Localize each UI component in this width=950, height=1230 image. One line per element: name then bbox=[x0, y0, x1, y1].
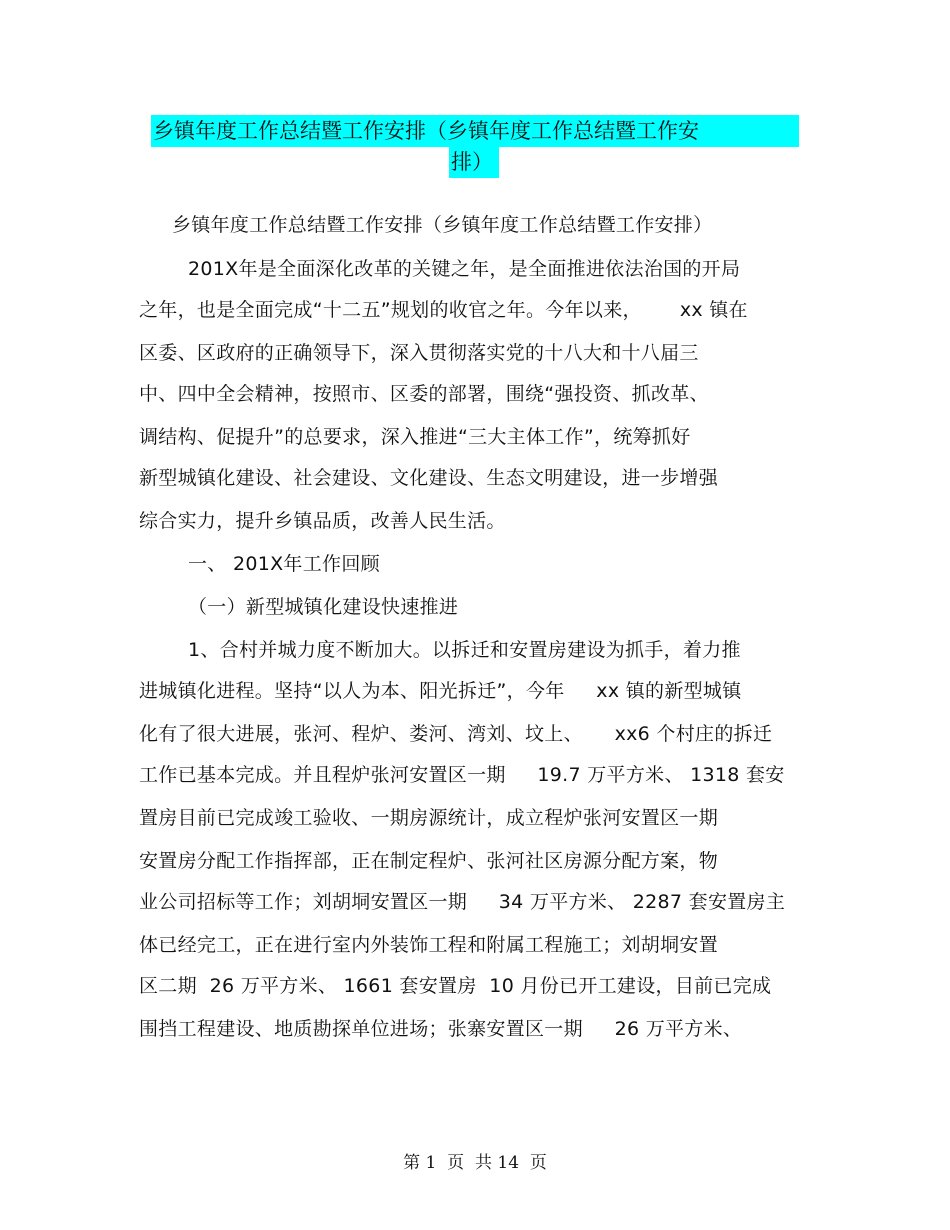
paragraph-line: 安置房分配工作指挥部，正在制定程炉、张河社区房源分配方案，物 bbox=[139, 850, 719, 872]
document-title-line-1: 乡镇年度工作总结暨工作安排（乡镇年度工作总结暨工作安 bbox=[151, 115, 799, 147]
section-heading: 一、 201X年工作回顾 bbox=[188, 553, 380, 575]
paragraph-line: 置房目前已完成竣工验收、一期房源统计，成立程炉张河安置区一期 bbox=[139, 807, 719, 829]
paragraph-line: 体已经完工，正在进行室内外装饰工程和附属工程施工；刘胡垌安置 bbox=[139, 934, 719, 956]
paragraph-line: 调结构、促提升”的总要求，深入推进“三大主体工作”，统筹抓好 bbox=[139, 426, 691, 448]
paragraph-line: 进城镇化进程。坚持“以人为本、阳光拆迁”，今年 xx 镇的新型城镇 bbox=[139, 680, 742, 702]
paragraph-line: 综合实力，提升乡镇品质，改善人民生活。 bbox=[139, 510, 506, 532]
subsection-heading: （一）新型城镇化建设快速推进 bbox=[188, 596, 459, 618]
paragraph-line: 新型城镇化建设、社会建设、文化建设、生态文明建设，进一步增强 bbox=[139, 467, 719, 489]
subtitle-line: 乡镇年度工作总结暨工作安排（乡镇年度工作总结暨工作安排） bbox=[172, 214, 713, 236]
paragraph-line: 围挡工程建设、地质勘探单位进场；张寨安置区一期 26 万平方米、 bbox=[139, 1018, 743, 1040]
page-footer: 第 1 页 共 14 页 bbox=[403, 1153, 547, 1173]
paragraph-line: 化有了很大进展，张河、程炉、娄河、湾刘、坟上、 xx6 个村庄的拆迁 bbox=[139, 723, 773, 745]
paragraph-line: 中、四中全会精神，按照市、区委的部署，围绕“强投资、抓改革、 bbox=[139, 383, 709, 405]
paragraph-line: 区二期 26 万平方米、 1661 套安置房 10 月份已开工建设，目前已完成 bbox=[139, 975, 772, 997]
document-title-line-2: 排） bbox=[449, 146, 499, 178]
paragraph-line: 区委、区政府的正确领导下，深入贯彻落实党的十八大和十八届三 bbox=[139, 342, 699, 364]
paragraph-line: 工作已基本完成。并且程炉张河安置区一期 19.7 万平方米、 1318 套安 bbox=[139, 764, 785, 786]
paragraph-line: 201X年是全面深化改革的关键之年，是全面推进依法治国的开局 bbox=[188, 258, 741, 280]
paragraph-line: 1、合村并城力度不断加大。以拆迁和安置房建设为抓手，着力推 bbox=[188, 639, 741, 661]
paragraph-line: 之年，也是全面完成“十二五”规划的收官之年。今年以来， xx 镇在 bbox=[139, 299, 748, 321]
paragraph-line: 业公司招标等工作；刘胡垌安置区一期 34 万平方米、 2287 套安置房主 bbox=[139, 891, 786, 913]
